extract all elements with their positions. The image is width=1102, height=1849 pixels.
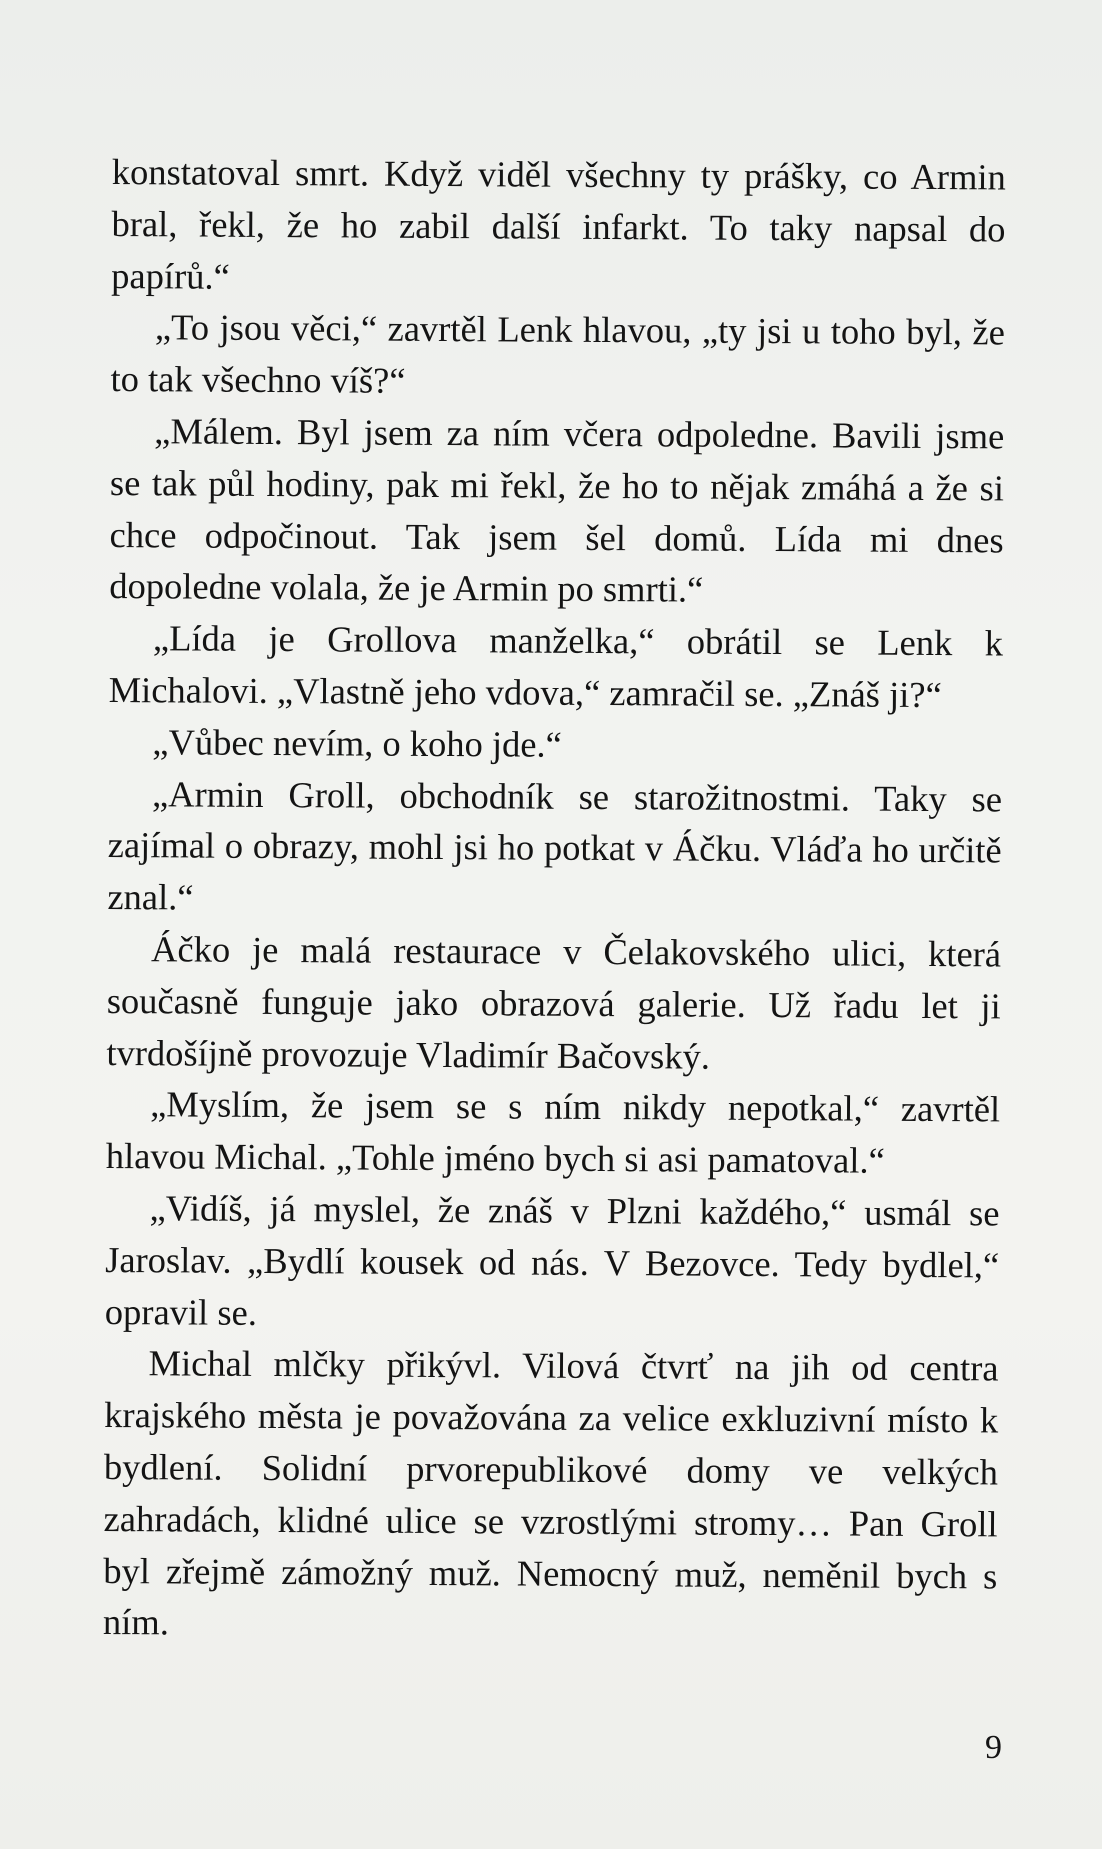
paragraph: „Lída je Grollova manželka,“ obrátil se Lenk k Michalovi. „Vlastně jeho vdova,“ zamračil se. „Znáš ji?“ [108, 617, 1004, 716]
paragraph: konstatoval smrt. Když viděl všechny ty prášky, co Armin bral, řekl, že ho zabil další infarkt. To taky napsal do papírů.“ [111, 150, 1006, 297]
paragraph: „Armin Groll, obchodník se starožitnostmi. Taky se zajímal o obrazy, mohl jsi ho potkat v Áčku. Vláďa ho určitě znal.“ [107, 772, 1003, 918]
paragraph: Michal mlčky přikývl. Vilová čtvrť na jih od centra krajského města je považována za velice exkluzivní místo k bydlení. Solidní prvorepublikové domy ve velkých zahradách, klidné ulice se vzrostlými stromy… Pan Groll byl zřejmě zámožný muž. Nemocný muž, neměnil bych s ním. [102, 1342, 999, 1643]
paragraph: „Vůbec nevím, o koho jde.“ [152, 721, 562, 765]
body-text [103, 146, 1006, 1654]
paragraph: Áčko je malá restaurace v Čelakovského ulici, která současně funguje jako obrazová galerie. Už řadu let ji tvrdošíjně provozuje Vladimír Bačovský. [106, 928, 1002, 1077]
paragraph: „To jsou věci,“ zavrtěl Lenk hlavou, „ty jsi u toho byl, že to tak všechno víš?“ [110, 306, 1006, 401]
paragraph: „Málem. Byl jsem za ním včera odpoledne. Bavili jsme se tak půl hodiny, pak mi řekl, že ho to nějak zmáhá a že si chce odpočinout. Tak jsem šel domů. Lída mi dnes dopoledne volala, že je Armin po smrti.“ [109, 410, 1005, 610]
page-number: 9 [985, 1729, 1002, 1766]
paragraph: „Vidíš, já myslel, že znáš v Plzni každého,“ usmál se Jaroslav. „Bydlí kousek od nás. V Bezovce. Tedy bydlel,“ opravil se. [104, 1187, 1000, 1333]
paragraph: „Myslím, že jsem se s ním nikdy nepotkal,“ zavrtěl hlavou Michal. „Tohle jméno bych si asi pamatoval.“ [105, 1083, 1001, 1181]
